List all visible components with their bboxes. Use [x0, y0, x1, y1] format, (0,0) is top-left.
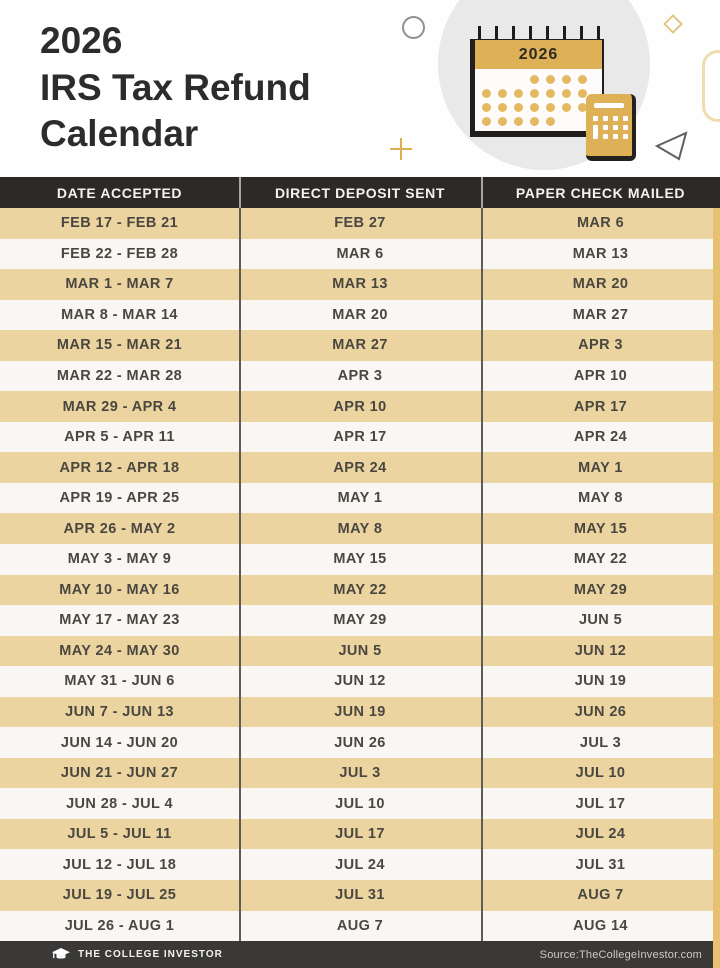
table-cell: MAY 31 - JUN 6	[64, 673, 175, 690]
rounded-rect-outline-icon	[702, 50, 720, 122]
calendar-date-dot	[482, 103, 491, 112]
table-row	[0, 575, 720, 606]
table-cell: JUN 19	[334, 704, 386, 721]
table-cell: JUL 17	[575, 795, 626, 812]
table-row	[0, 300, 720, 331]
calculator-key	[593, 125, 598, 139]
table-cell: MAR 20	[572, 276, 629, 293]
table-cell: MAR 20	[332, 306, 388, 323]
calculator-key	[603, 125, 608, 130]
table-cell: JUN 5	[578, 612, 623, 629]
calendar-date-dot	[514, 117, 523, 126]
table-row	[0, 239, 720, 270]
title-line-year: 2026	[40, 20, 123, 61]
table-cell: APR 3	[578, 337, 623, 354]
calculator-key	[613, 125, 618, 130]
table-cell: JUL 19 - JUL 25	[62, 887, 177, 904]
brand-logo	[52, 948, 223, 961]
hero-section	[0, 0, 720, 177]
table-cell: JUL 12 - JUL 18	[62, 856, 177, 873]
title-line-main: IRS Tax Refund	[40, 66, 311, 108]
table-row	[0, 513, 720, 544]
table-cell: JUN 5	[338, 642, 382, 659]
calendar-date-dot	[578, 75, 587, 84]
calendar-date-dot	[562, 75, 571, 84]
table-row	[0, 727, 720, 758]
calendar-binding-icon	[478, 26, 600, 40]
table-cell: JUL 3	[579, 734, 622, 751]
table-cell: FEB 27	[334, 215, 386, 232]
calendar-illustration	[438, 0, 700, 177]
calendar-date-dot	[530, 89, 539, 98]
table-cell: MAR 15 - MAR 21	[56, 337, 183, 354]
table-cell: AUG 7	[577, 887, 624, 904]
binder-ring	[529, 26, 532, 40]
table-cell: APR 3	[337, 368, 383, 384]
table-cell: AUG 14	[573, 917, 628, 934]
table-cell: MAR 1 - MAR 7	[65, 276, 174, 293]
binder-ring	[512, 26, 515, 40]
table-cell: MAY 8	[578, 490, 623, 507]
calendar-year-band	[475, 40, 602, 69]
table-cell: JUL 31	[335, 887, 385, 904]
calendar-date-dot	[546, 89, 555, 98]
table-row	[0, 452, 720, 483]
column-header-paper-check: PAPER CHECK MAILED	[515, 184, 686, 201]
table-row	[0, 697, 720, 728]
table-cell: MAR 13	[332, 276, 388, 293]
table-row	[0, 361, 720, 392]
table-cell: APR 17	[573, 398, 628, 415]
table-cell: JUL 31	[575, 856, 626, 873]
calendar-date-dot	[562, 103, 571, 112]
table-cell: MAY 15	[573, 520, 628, 537]
table-cell: APR 26 - MAY 2	[63, 520, 176, 537]
circle-outline-icon	[402, 16, 425, 39]
table-header	[0, 177, 720, 208]
table-row	[0, 636, 720, 667]
page-title	[40, 18, 311, 158]
calculator-key	[603, 116, 608, 121]
table-cell: JUL 5 - JUL 11	[67, 826, 172, 843]
table-cell: MAY 24 - MAY 30	[59, 642, 180, 659]
calculator-key	[623, 116, 628, 121]
table-cell: JUL 24	[575, 826, 626, 843]
table-cell: MAR 27	[572, 306, 629, 323]
table-cell: JUN 26	[574, 704, 627, 721]
table-row	[0, 666, 720, 697]
table-row	[0, 391, 720, 422]
table-row	[0, 269, 720, 300]
table-cell: JUN 21 - JUN 27	[60, 765, 179, 782]
table-cell: MAR 22 - MAR 28	[56, 368, 183, 384]
calendar-body	[475, 69, 602, 131]
gold-edge-strip	[713, 208, 720, 968]
calculator-key	[603, 134, 608, 139]
table-cell: JUL 26 - AUG 1	[64, 917, 175, 934]
table-row	[0, 483, 720, 514]
table-cell: APR 12 - APR 18	[59, 459, 180, 476]
calendar-date-dot	[530, 75, 539, 84]
table-cell: MAY 10 - MAY 16	[59, 581, 180, 598]
calendar-date-dot	[562, 89, 571, 98]
binder-ring	[478, 26, 481, 40]
table-cell: JUN 12	[574, 642, 627, 659]
table-row	[0, 208, 720, 239]
calendar-dates-dots	[482, 75, 587, 126]
footer-bar	[0, 941, 720, 968]
table-cell: MAR 6	[336, 245, 384, 262]
table-cell: JUN 26	[334, 734, 386, 751]
binder-ring	[546, 26, 549, 40]
calculator-key	[593, 116, 598, 121]
binder-ring	[563, 26, 566, 40]
table-cell: JUL 10	[575, 765, 626, 782]
table-cell: MAR 8 - MAR 14	[61, 306, 178, 323]
table-cell: MAY 29	[573, 581, 628, 598]
calendar-date-dot	[514, 89, 523, 98]
calculator-display	[594, 103, 624, 108]
table-body	[0, 208, 720, 941]
calculator-key	[613, 116, 618, 121]
table-cell: APR 24	[573, 429, 628, 446]
column-divider	[481, 177, 483, 941]
table-cell: APR 17	[333, 429, 387, 446]
plus-icon	[390, 138, 412, 160]
source-credit: Source:TheCollegeInvestor.com	[539, 948, 702, 961]
calendar-date-dot	[482, 89, 491, 98]
table-cell: MAR 27	[332, 337, 388, 354]
table-cell: MAY 3 - MAY 9	[67, 551, 172, 568]
table-cell: JUN 28 - JUL 4	[66, 795, 173, 812]
table-cell: MAY 8	[337, 520, 383, 537]
column-divider	[239, 177, 241, 941]
table-cell: JUL 17	[335, 826, 385, 843]
table-cell: APR 19 - APR 25	[59, 490, 180, 507]
table-row	[0, 911, 720, 942]
table-cell: MAR 29 - APR 4	[62, 398, 177, 415]
table-cell: JUN 7 - JUN 13	[65, 704, 174, 721]
table-cell: AUG 7	[336, 917, 384, 934]
table-row	[0, 880, 720, 911]
calendar-date-dot	[498, 89, 507, 98]
calculator-key	[623, 125, 628, 130]
table-cell: APR 5 - APR 11	[64, 429, 175, 446]
calendar-date-dot	[546, 75, 555, 84]
calendar-date-dot	[546, 103, 555, 112]
table-cell: MAR 13	[572, 245, 629, 262]
binder-ring	[580, 26, 583, 40]
table-cell: JUN 19	[574, 673, 627, 690]
calendar-date-dot	[530, 117, 539, 126]
table-cell: MAY 29	[333, 612, 387, 629]
table-cell: FEB 17 - FEB 21	[60, 215, 179, 232]
calculator-key	[613, 134, 618, 139]
calculator-key	[623, 134, 628, 139]
calendar-date-dot	[530, 103, 539, 112]
calculator-keys	[593, 116, 628, 139]
brand-name: THE COLLEGE INVESTOR	[78, 949, 223, 960]
calendar-year-label: 2026	[518, 45, 559, 63]
table-row	[0, 758, 720, 789]
table-cell: APR 10	[333, 398, 387, 415]
calendar-date-dot	[514, 103, 523, 112]
table-cell: APR 24	[333, 459, 387, 476]
table-cell: JUL 3	[339, 765, 381, 782]
table-cell: MAY 15	[333, 551, 387, 568]
column-header-direct-deposit: DIRECT DEPOSIT SENT	[274, 184, 446, 201]
table-cell: MAY 1	[578, 459, 623, 476]
table-cell: APR 10	[573, 368, 628, 384]
table-cell: JUN 14 - JUN 20	[60, 734, 179, 751]
calendar-icon	[470, 39, 604, 137]
binder-ring	[597, 26, 600, 40]
calendar-date-dot	[498, 117, 507, 126]
table-row	[0, 422, 720, 453]
column-header-date-accepted: DATE ACCEPTED	[56, 184, 183, 201]
table-row	[0, 788, 720, 819]
graduation-cap-icon	[52, 948, 70, 961]
table-cell: MAY 22	[573, 551, 628, 568]
table-cell: MAY 17 - MAY 23	[59, 612, 180, 629]
table-cell: MAY 1	[337, 490, 383, 507]
table-cell: JUL 10	[335, 795, 385, 812]
binder-ring	[495, 26, 498, 40]
calendar-date-dot	[498, 103, 507, 112]
table-cell: MAR 6	[576, 215, 625, 232]
table-row	[0, 605, 720, 636]
table-cell: JUN 12	[334, 673, 386, 690]
table-cell: MAY 22	[333, 581, 387, 598]
table-row	[0, 330, 720, 361]
table-row	[0, 819, 720, 850]
calendar-date-dot	[546, 117, 555, 126]
title-line-sub: Calendar	[40, 113, 199, 155]
calendar-date-dot	[482, 117, 491, 126]
table-row	[0, 544, 720, 575]
table-cell: FEB 22 - FEB 28	[60, 245, 179, 262]
table-row	[0, 849, 720, 880]
calculator-icon	[586, 94, 636, 161]
table-cell: JUL 24	[335, 856, 385, 873]
